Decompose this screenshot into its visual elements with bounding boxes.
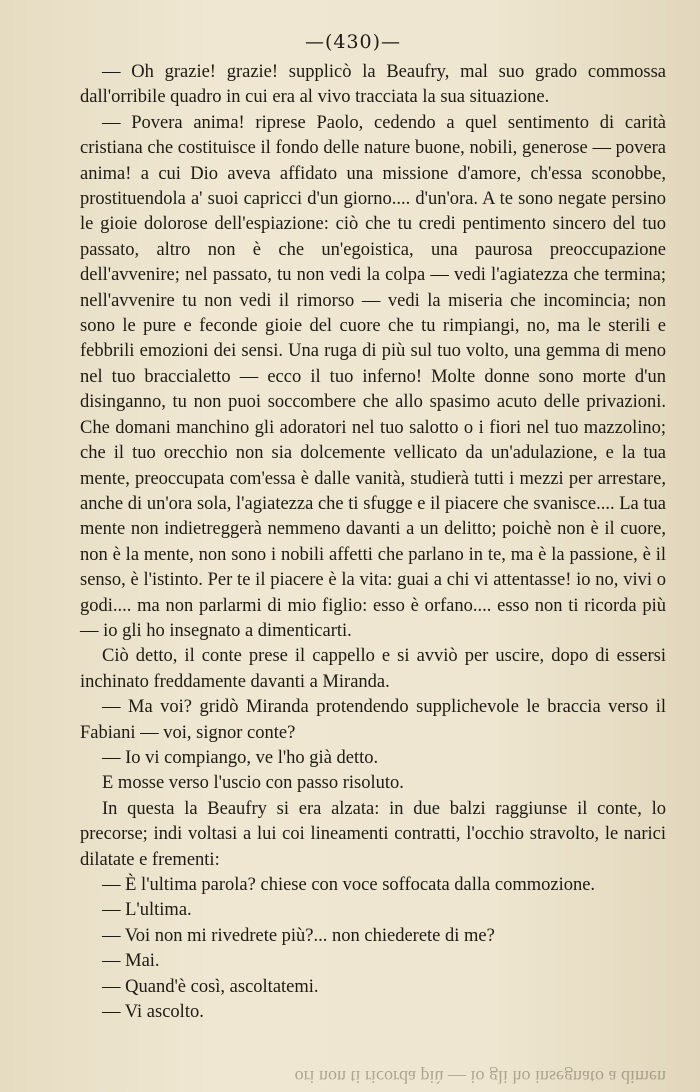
page-number: —(430)—: [304, 31, 402, 53]
paragraph-3: Ciò detto, il conte prese il cappello e si avviò per uscire, dopo di essersi inchinato freddamente davanti a Miranda.: [80, 646, 666, 692]
paragraph-1: — Oh grazie! grazie! supplicò la Beaufry, mal suo grado commossa dall'orribile quadro in cui era al vivo tracciata la sua situazione.: [80, 62, 666, 108]
paragraph-6: E mosse verso l'uscio con passo risoluto.: [102, 773, 404, 794]
paragraph-8: — È l'ultima parola? chiese con voce soffocata dalla commozione.: [102, 875, 596, 895]
paragraph-13: — Vi ascolto.: [102, 1002, 204, 1023]
paragraph-10: — Voi non mi rivedrete più?... non chiederete di me?: [102, 925, 495, 946]
paragraph-11: — Mai.: [102, 951, 160, 972]
paragraph-2: — Povera anima! riprese Paolo, cedendo a quel sentimento di carità cristiana che costituisce il fondo delle nature buone, nobili, generose — povera anima! a cui Dio aveva affidato una missione d'amore, ch'essa sconobbe, prostituendola a' suoi capricci d'un giorno.... d'un'ora. A te sono negate persino le gioie dolorose dell'espiazione: ciò che tu credi pentimento sincero del tuo passato, altro non è che un'egoistica, una paurosa preoccupazione dell'avvenire; nel passato, tu non vedi la colpa — vedi l'agiatezza che termina; nell'avvenire tu non vedi il rimorso — vedi la miseria che incomincia; non sono le pure e feconde gioie del cuore che tu rimpiangi, no, ma le sterili e febbrili emozioni dei sensi. Una ruga di più sul tuo volto, una gemma di meno nel tuo braccialetto — ecco il tuo inferno! Molte donne sono morte d'un disinganno, tu non puoi soccombere che allo spasimo acuto delle privazioni. Che domani manchino gli adoratori nel tuo salotto o i fiori nel tuo mazzolino; che il tuo orecchio non sia dolcemente vellicato da un'adulazione, e la tua mente, preoccupata com'essa è dalle vanità, studierà tutti i mezzi per arrestare, anche di un'ora sola, l'agiatezza che ti sfugge e il piacere che svanisce.... La tua mente non indietreggerà nemmeno davanti a un delitto; poichè non è il cuore, non è la mente, non sono i nobili affetti che parlano in te, ma è la passione, è il senso, è l'istinto. Per te il piacere è la vita: guai a chi vi attentasse! io no, vivi o godi.... ma non parlarmi di mio figlio: esso è orfano.... esso non ti ricorda più — io gli ho insegnato a dimenticarti.: [80, 112, 666, 641]
paragraph-7: In questa la Beaufry si era alzata: in due balzi raggiunse il conte, lo precorse; indi voltasi a lui coi lineamenti contratti, l'occhio stravolto, le narici dilatate e frementi:: [80, 798, 666, 870]
paragraph-9: — L'ultima.: [102, 900, 192, 921]
paragraph-4: — Ma voi? gridò Miranda protendendo supplichevole le braccia verso il Fabiani — voi, signor conte?: [80, 697, 666, 743]
bleed-through-text: ori non ti ricorda più — io gli ho insegnato a dimen: [294, 1067, 666, 1087]
paragraph-12: — Quand'è così, ascoltatemi.: [102, 976, 319, 997]
paragraph-5: — Io vi compiango, ve l'ho già detto.: [102, 747, 379, 768]
